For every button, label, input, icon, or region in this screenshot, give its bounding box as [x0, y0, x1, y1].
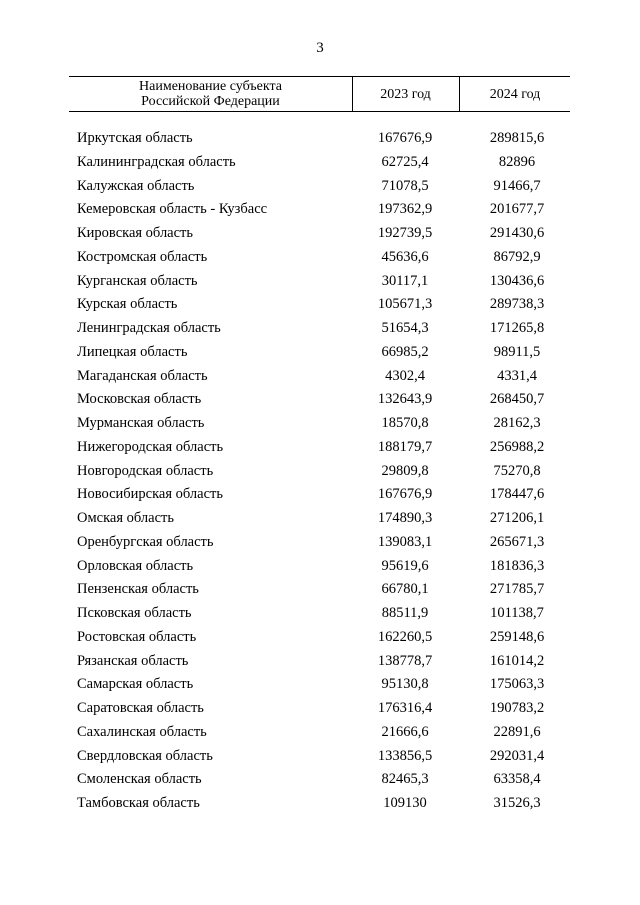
value-2023-cell: 197362,9 [377, 201, 433, 218]
value-2024-cell: 28162,3 [493, 415, 541, 431]
value-2024-cell: 289815,6 [489, 130, 545, 146]
page-number: 3 [316, 40, 324, 56]
region-name-cell: Омская область [77, 510, 174, 526]
value-2023-cell: 66780,1 [381, 581, 429, 598]
value-2023-cell: 45636,6 [381, 248, 429, 265]
value-2023-cell: 30117,1 [381, 272, 429, 289]
value-2023-cell: 82465,3 [381, 771, 429, 788]
region-name-cell: Псковская область [77, 605, 192, 621]
table-row [0, 127, 640, 151]
value-2024-cell: 4331,4 [497, 367, 537, 384]
value-2024-cell: 171265,8 [489, 320, 545, 336]
table-row [0, 792, 640, 816]
value-2023-cell: 88511,9 [381, 605, 429, 621]
table-row [0, 365, 640, 389]
header-region-name [69, 77, 353, 111]
table-row [0, 293, 640, 317]
table-row [0, 673, 640, 697]
value-2023-cell: 132643,9 [377, 391, 433, 408]
value-2023-cell: 95130,8 [381, 676, 429, 693]
value-2024-cell: 161014,2 [489, 652, 545, 669]
table-row [0, 317, 640, 341]
value-2024-cell: 259148,6 [489, 628, 545, 645]
region-name-cell: Кемеровская область - Кузбасс [77, 201, 268, 218]
value-2024-cell: 130436,6 [489, 272, 545, 289]
value-2024-cell: 82896 [498, 153, 536, 170]
table-row [0, 246, 640, 270]
value-2024-cell: 271206,1 [489, 510, 545, 526]
table-row [0, 555, 640, 579]
value-2024-cell: 265671,3 [489, 533, 545, 550]
region-name-cell: Оренбургская область [77, 533, 214, 550]
value-2024-cell: 101138,7 [490, 605, 544, 621]
region-name-cell: Свердловская область [77, 747, 213, 764]
table-row [0, 341, 640, 365]
value-2023-cell: 162260,5 [377, 628, 433, 645]
table-row [0, 222, 640, 246]
value-2023-cell: 29809,8 [381, 462, 429, 479]
value-2024-cell: 181836,3 [489, 557, 545, 574]
region-name-cell: Саратовская область [77, 700, 204, 716]
region-name-cell: Пензенская область [77, 581, 199, 598]
value-2023-cell: 174890,3 [377, 510, 433, 526]
region-name-cell: Кировская область [77, 225, 194, 241]
table-row [0, 460, 640, 484]
value-2023-cell: 105671,3 [377, 296, 433, 313]
value-2023-cell: 4302,4 [385, 367, 425, 384]
region-name-cell: Московская область [77, 391, 202, 408]
value-2023-cell: 21666,6 [381, 723, 429, 740]
table-row [0, 626, 640, 650]
region-name-cell: Сахалинская область [77, 723, 207, 740]
value-2024-cell: 291430,6 [489, 225, 545, 241]
region-name-cell: Калужская область [77, 177, 195, 194]
table-row [0, 745, 640, 769]
header-region-name-line1: Наименование субъекта [139, 79, 282, 94]
value-2024-cell: 31526,3 [493, 795, 541, 811]
region-name-cell: Курская область [77, 296, 178, 313]
table-row [0, 507, 640, 531]
region-name-cell: Нижегородская область [77, 438, 224, 455]
header-region-name-line2: Российской Федерации [141, 94, 280, 109]
value-2023-cell: 133856,5 [377, 747, 433, 764]
table-row [0, 436, 640, 460]
table-row [0, 531, 640, 555]
value-2024-cell: 175063,3 [489, 676, 545, 693]
region-name-cell: Рязанская область [77, 652, 189, 669]
region-name-cell: Калининградская область [77, 153, 236, 170]
region-name-cell: Смоленская область [77, 771, 202, 788]
table-row [0, 602, 640, 626]
value-2023-cell: 109130 [383, 795, 427, 811]
value-2024-cell: 190783,2 [489, 700, 545, 716]
header-2023: 2023 год [352, 77, 460, 111]
table-row [0, 388, 640, 412]
region-name-cell: Новгородская область [77, 462, 214, 479]
region-name-cell: Орловская область [77, 557, 194, 574]
region-name-cell: Ленинградская область [77, 320, 221, 336]
value-2023-cell: 95619,6 [381, 557, 429, 574]
region-name-cell: Липецкая область [77, 343, 188, 360]
value-2023-cell: 139083,1 [377, 533, 433, 550]
table-row [0, 483, 640, 507]
header-2024: 2024 год [489, 86, 541, 102]
value-2023-cell: 167676,9 [377, 130, 433, 146]
value-2024-cell: 75270,8 [493, 462, 541, 479]
value-2023-cell: 51654,3 [381, 320, 429, 336]
value-2023-cell: 18570,8 [381, 415, 429, 431]
value-2023-cell: 66985,2 [381, 343, 429, 360]
value-2024-cell: 178447,6 [489, 486, 545, 503]
value-2024-cell: 292031,4 [489, 747, 545, 764]
value-2024-cell: 63358,4 [493, 771, 541, 788]
table-row [0, 578, 640, 602]
value-2024-cell: 86792,9 [493, 248, 541, 265]
table-header [69, 76, 570, 112]
region-name-cell: Самарская область [77, 676, 194, 693]
value-2024-cell: 91466,7 [493, 177, 541, 194]
value-2023-cell: 62725,4 [381, 153, 429, 170]
value-2023-cell: 188179,7 [377, 438, 433, 455]
table-row [0, 650, 640, 674]
table-row [0, 175, 640, 199]
table-row [0, 412, 640, 436]
region-name-cell: Магаданская область [77, 367, 208, 384]
value-2024-cell: 268450,7 [489, 391, 545, 408]
table-row [0, 768, 640, 792]
value-2024-cell: 256988,2 [489, 438, 545, 455]
value-2023-cell: 71078,5 [381, 177, 429, 194]
region-name-cell: Курганская область [77, 272, 198, 289]
value-2024-cell: 271785,7 [489, 581, 545, 598]
region-name-cell: Костромская область [77, 248, 208, 265]
table-body [0, 127, 640, 816]
region-name-cell: Ростовская область [77, 628, 197, 645]
region-name-cell: Иркутская область [77, 130, 193, 146]
value-2024-cell: 289738,3 [489, 296, 545, 313]
value-2023-cell: 138778,7 [377, 652, 433, 669]
value-2024-cell: 22891,6 [493, 723, 541, 740]
table-row [0, 270, 640, 294]
table-row [0, 721, 640, 745]
value-2023-cell: 167676,9 [377, 486, 433, 503]
region-name-cell: Тамбовская область [77, 795, 200, 811]
table-row [0, 198, 640, 222]
value-2024-cell: 98911,5 [493, 343, 541, 360]
value-2023-cell: 176316,4 [377, 700, 433, 716]
region-name-cell: Новосибирская область [77, 486, 223, 503]
table-row [0, 697, 640, 721]
value-2024-cell: 201677,7 [489, 201, 545, 218]
region-name-cell: Мурманская область [77, 415, 205, 431]
value-2023-cell: 192739,5 [377, 225, 433, 241]
table-row [0, 151, 640, 175]
